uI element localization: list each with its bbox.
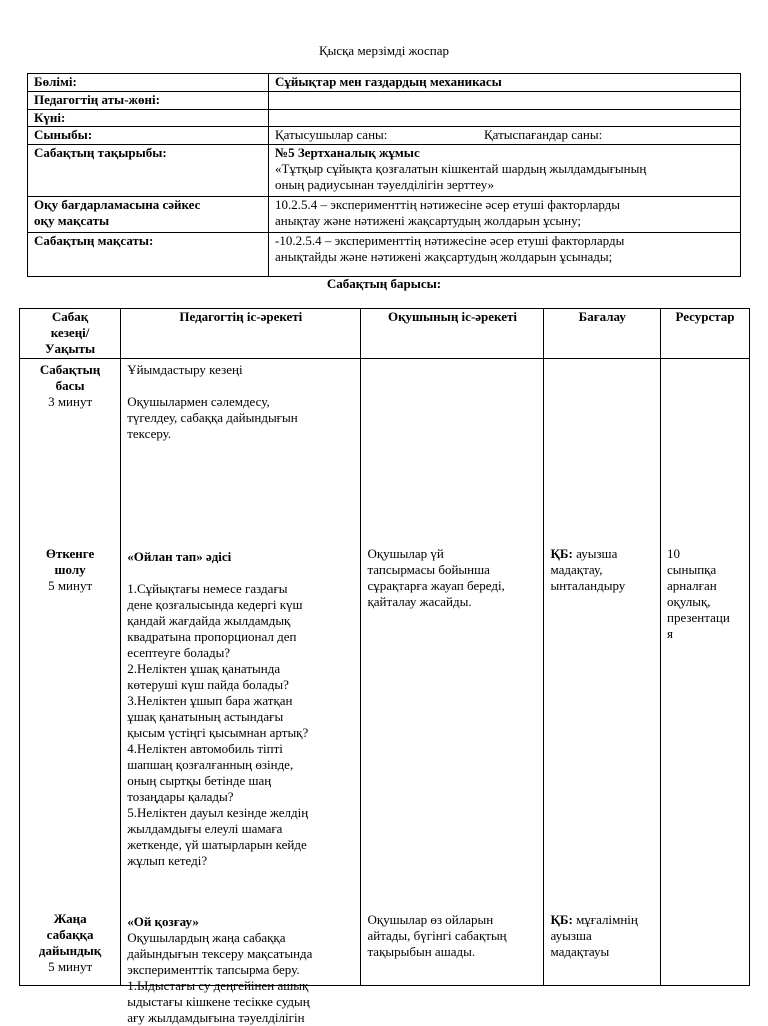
student-new-lesson — [367, 912, 539, 960]
stage-time: 3 минут — [48, 394, 93, 410]
program-goal-label-line: Оқу бағдарламасына сәйкес — [34, 197, 201, 212]
question-line: жылдамдығы елеулі шамаға — [127, 821, 283, 837]
question-line: 2.Неліктен ұшақ қанатында — [127, 661, 281, 677]
stage-header-line: Сабақ — [51, 309, 89, 324]
teacher-review — [127, 549, 356, 869]
question-line: 4.Неліктен автомобиль тіпті — [127, 741, 283, 757]
question-line: көтеруші күш пайда болады? — [127, 677, 289, 693]
stage-time: 5 минут — [48, 959, 93, 975]
question-line: квадратына пропорционал деп — [127, 629, 297, 645]
absent-label: Қатыспағандар саны: — [484, 127, 603, 142]
teacher-label: Педагогтің аты-жөні: — [28, 92, 269, 110]
question-line: 5.Неліктен дауыл кезінде желдің — [127, 805, 309, 821]
stage-new-lesson — [20, 911, 120, 975]
topic-value — [269, 145, 741, 197]
stage-header-line: кезеңі/ — [50, 325, 90, 340]
teacher-text: ағу жылдамдығына тәуелділігін — [127, 1010, 305, 1026]
question-line: 3.Неліктен ұшып бара жатқан — [127, 693, 293, 709]
teacher-text: дайындығын тексеру мақсатында — [127, 946, 313, 962]
resource-line: 10 — [667, 546, 681, 562]
lesson-info-table — [27, 73, 741, 277]
resource-line: оқулық, — [667, 594, 711, 610]
assessment-line: ауызша — [550, 928, 592, 944]
question-line: шапшаң қозғалғанның өзінде, — [127, 757, 294, 773]
lesson-goal-label: Сабақтың мақсаты: — [28, 233, 269, 277]
student-review — [367, 546, 539, 610]
question-line: жұлып кетеді? — [127, 853, 208, 869]
teacher-value — [269, 92, 741, 110]
assessment-line: ынталандыру — [550, 578, 626, 594]
student-activity-header: Оқушының іс-әрекеті — [361, 309, 544, 359]
student-text: сұрақтарға жауап береді, — [367, 578, 505, 594]
formative-label: ҚБ: — [550, 912, 573, 928]
date-label: Күні: — [28, 110, 269, 127]
stage-name: басы — [55, 378, 85, 394]
teacher-new-lesson — [127, 914, 356, 1026]
stage-name: Сабақтың — [39, 362, 101, 378]
info-row-date — [28, 110, 741, 127]
teacher-text: тексеру. — [127, 426, 172, 442]
student-activity-column — [361, 359, 544, 986]
info-row-topic — [28, 145, 741, 197]
teacher-activity-column — [121, 359, 361, 1026]
teacher-text: түгелдеу, сабаққа дайындығын — [127, 410, 298, 426]
header-row — [20, 309, 750, 359]
question-line: қысым үстіңгі қысымнан артық? — [127, 725, 309, 741]
question-line: есептеуге болады? — [127, 645, 231, 661]
stage-column — [20, 359, 121, 986]
teacher-activity-header: Педагогтің іс-әрекеті — [121, 309, 361, 359]
stage-name: дайындық — [38, 943, 102, 959]
student-text: тапсырмасы бойынша — [367, 562, 490, 578]
teacher-text: 1.Ыдыстағы су деңгейінен ашық — [127, 978, 309, 994]
assessment-header: Бағалау — [544, 309, 661, 359]
resource-line: я — [667, 626, 673, 642]
student-text: тақырыбын ашады. — [367, 944, 476, 960]
info-row-section — [28, 74, 741, 92]
question-line: 1.Сұйықтағы немесе газдағы — [127, 581, 288, 597]
assessment-column — [544, 359, 661, 986]
assessment-text — [550, 912, 656, 928]
resources-column — [661, 359, 750, 986]
formative-label: ҚБ: — [550, 546, 573, 562]
student-text: Оқушылар өз ойларын — [367, 912, 494, 928]
question-line: қандай жағдайда жылдамдық — [127, 613, 291, 629]
date-value — [269, 110, 741, 127]
assessment-text — [550, 546, 656, 562]
question-line: оның сыртқы бетінде шаң — [127, 773, 272, 789]
resource-line: сыныпқа — [667, 562, 717, 578]
stage-name: Өткенге — [45, 546, 95, 562]
lesson-goal-line: -10.2.5.4 – эксперименттің нәтижесіне әсер етуші факторларды — [275, 233, 625, 248]
table-row — [20, 359, 750, 986]
student-text: Оқушылар үй — [367, 546, 444, 562]
resource-line: арналған — [667, 578, 717, 594]
stage-name: шолу — [54, 562, 86, 578]
stage-start — [20, 362, 120, 410]
teacher-text: Оқушылардың жаңа сабаққа — [127, 930, 286, 946]
student-text: қайталау жасайды. — [367, 594, 472, 610]
stage-name: сабаққа — [46, 927, 94, 943]
question-line: ұшақ қанатының астындағы — [127, 709, 284, 725]
teacher-text: Оқушылармен сәлемдесу, — [127, 394, 270, 410]
section-value: Сұйықтар мен газдардың механикасы — [269, 74, 741, 92]
stage-header — [20, 309, 121, 359]
teacher-text: эксперименттік тапсырма беру. — [127, 962, 300, 978]
question-line: тозаңдары қалады? — [127, 789, 234, 805]
question-line: дене қозғалысында кедергі күш — [127, 597, 303, 613]
method-name: «Ой қозғау» — [127, 914, 199, 930]
stage-time: 5 минут — [48, 578, 93, 594]
info-row-program-goal — [28, 197, 741, 233]
assessment-new-lesson — [550, 912, 656, 960]
teacher-text: Ұйымдастыру кезеңі — [127, 362, 243, 378]
lesson-progress-title: Сабақтың барысы: — [326, 276, 442, 291]
info-row-lesson-goal — [28, 233, 741, 277]
lesson-goal-value — [269, 233, 741, 277]
class-label: Сыныбы: — [28, 127, 269, 145]
resources-header: Ресурстар — [661, 309, 750, 359]
topic-label: Сабақтың тақырыбы: — [28, 145, 269, 197]
resource-line: презентаци — [667, 610, 730, 626]
stage-header-line: Уақыты — [44, 341, 96, 356]
lesson-progress-table — [19, 308, 750, 1026]
document-title: Қысқа мерзімді жоспар — [318, 43, 450, 58]
participants-label: Қатысушылар саны: — [275, 127, 388, 142]
student-text: айтады, бүгінгі сабақтың — [367, 928, 507, 944]
section-label: Бөлімі: — [28, 74, 269, 92]
assessment-line: ауызша — [572, 546, 618, 562]
info-row-teacher — [28, 92, 741, 110]
teacher-text: ыдыстағы кішкене тесікке судың — [127, 994, 310, 1010]
program-goal-label-line: оқу мақсаты — [34, 213, 110, 228]
assessment-line: мадақтауы — [550, 944, 610, 960]
program-goal-line: 10.2.5.4 – эксперименттің нәтижесіне әсер етуші факторларды — [275, 197, 621, 212]
class-value — [269, 127, 741, 145]
info-row-class — [28, 127, 741, 145]
assessment-review — [550, 546, 656, 594]
teacher-start — [127, 362, 356, 442]
program-goal-label — [28, 197, 269, 233]
assessment-line: мұғалімнің — [572, 912, 638, 928]
stage-name: Жаңа — [53, 911, 87, 927]
stage-review — [20, 546, 120, 594]
assessment-line: мадақтау, — [550, 562, 603, 578]
topic-line: оның радиусынан тәуелділігін зерттеу» — [275, 177, 495, 192]
lesson-goal-line: анықтайды және нәтижені жақсартудың жолдарын ұсынады; — [275, 249, 613, 264]
topic-lab-work: №5 Зертханалық жұмыс — [275, 145, 420, 160]
topic-line: «Тұтқыр сұйықта қозғалатын кішкентай шардың жылдамдығының — [275, 161, 647, 176]
resources-review — [667, 546, 747, 642]
program-goal-value — [269, 197, 741, 233]
program-goal-line: анықтау және нәтижені жақсартудың жолдарын ұсыну; — [275, 213, 582, 228]
question-line: жеткенде, үй шатырларын кейде — [127, 837, 307, 853]
method-name: «Ойлан тап» әдісі — [127, 549, 232, 565]
